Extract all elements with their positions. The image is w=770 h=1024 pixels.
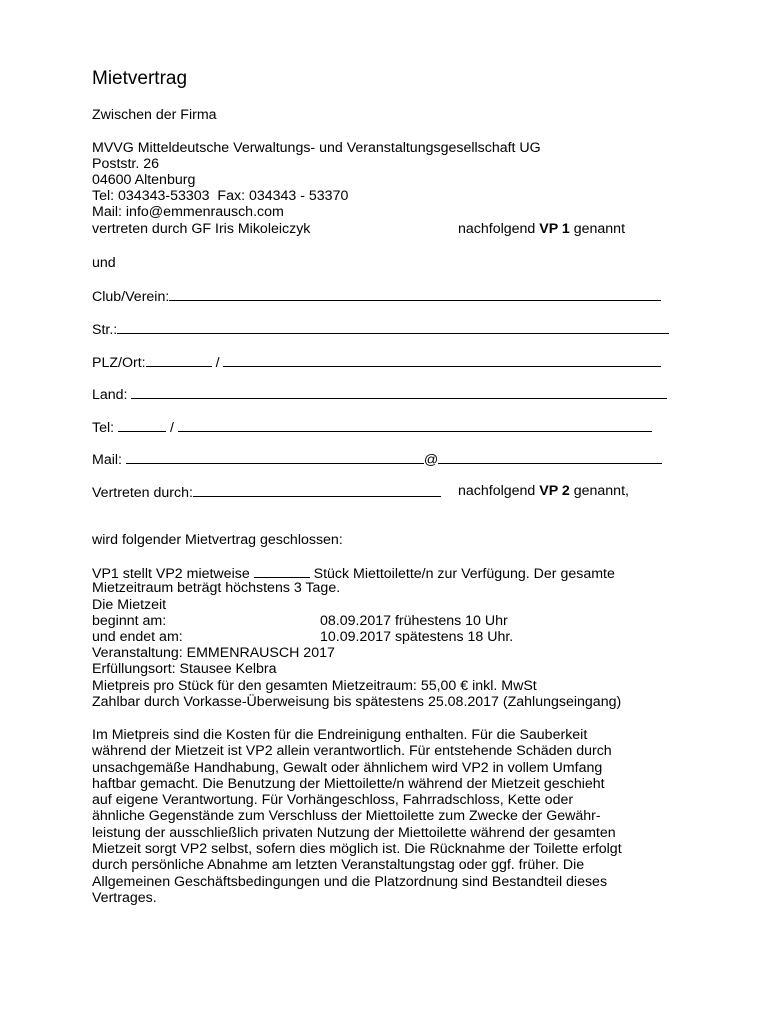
begin-label: beginnt am: [92,613,167,629]
mail-label: Mail: [92,452,122,468]
conditions-line: Im Mietpreis sind die Kosten für die Endreinigung enthalten. Für die Sauberkeit [92,727,588,743]
club-field [92,287,661,305]
vp1-label: VP 1 [539,221,570,237]
company-representative: vertreten durch GF Iris Mikoleiczyk [92,221,311,237]
company-name: MVVG Mitteldeutsche Verwaltungs- und Veranstaltungsgesellschaft UG [92,140,541,156]
vp2-label: VP 2 [539,483,570,499]
company-street: Poststr. 26 [92,156,160,172]
country-input-line[interactable] [131,385,667,399]
representative-input-line[interactable] [193,483,441,497]
street-field [92,320,669,338]
company-phone: Tel: 034343-53303 Fax: 034343 - 53370 [92,188,349,204]
plz-input-line[interactable] [146,353,212,367]
fulfilment-place: Erfüllungsort: Stausee Kelbra [92,661,277,677]
phone-prefix-line[interactable] [118,418,166,432]
vp2-designation: nachfolgend VP 2 genannt, [458,483,629,499]
conditions-line: Allgemeinen Geschäftsbedingungen und die Platzordnung sind Bestandteil dieses [92,873,608,890]
contract-intro: wird folgender Mietvertrag geschlossen: [92,532,343,548]
event-name: Veranstaltung: EMMENRAUSCH 2017 [92,645,335,661]
mail-user-line[interactable] [126,450,424,464]
payment-terms: Zahlbar durch Vorkasse-Überweisung bis spätestens 25.08.2017 (Zahlungseingang) [92,694,622,710]
terms-line-1: VP1 stellt VP2 mietweise Stück Miettoilette/n zur Verfügung. Der gesamte [92,566,615,582]
at-sign: @ [423,452,439,468]
document-title: Mietvertrag [92,68,188,89]
phone-field: Tel: / [92,418,652,436]
mail-field [92,450,662,468]
begin-value: 08.09.2017 frühestens 10 Uhr [320,613,508,629]
plz-city-field: PLZ/Ort: / [92,353,661,371]
and-text: und [92,255,116,271]
terms-line-3: Die Mietzeit [92,597,167,613]
country-field [92,385,667,403]
end-label: und endet am: [92,629,183,645]
conditions-line: durch persönliche Abnahme am letzten Veranstaltungstag oder ggf. früher. Die [92,857,585,874]
conditions-line: Vertrages. [92,889,157,906]
conditions-line: Mietzeit sorgt VP2 selbst, sofern dies möglich ist. Die Rücknahme der Toilette erfolgt [92,841,622,858]
phone-number-line[interactable] [178,418,652,432]
representative-label: Vertreten durch: [92,485,193,501]
vp1-designation: nachfolgend VP 1 genannt [458,221,626,237]
conditions-line: während der Mietzeit ist VP2 allein verantwortlich. Für entstehende Schäden durch [92,743,612,760]
intro-text: Zwischen der Firma [92,107,217,123]
company-city: 04600 Altenburg [92,172,196,188]
end-value: 10.09.2017 spätestens 18 Uhr. [320,629,514,645]
phone-label: Tel: [92,420,115,436]
conditions-paragraph [92,727,692,906]
rental-price: Mietpreis pro Stück für den gesamten Mietzeitraum: 55,00 € inkl. MwSt [92,678,537,694]
club-input-line[interactable] [169,287,661,301]
rental-end [92,629,513,645]
company-mail: Mail: info@emmenrausch.com [92,204,284,220]
street-label: Str.: [92,322,118,338]
conditions-line: unsachgemäße Handhabung, Gewalt oder ähnlichem wird VP2 in vollem Umfang [92,759,603,776]
club-label: Club/Verein: [92,289,170,305]
conditions-line: haftbar gemacht. Die Benutzung der Miettoilette/n während der Mietzeit geschieht [92,775,605,792]
conditions-line: ähnliche Gegenstände zum Verschluss der Miettoilette zum Zwecke der Gewähr- [92,808,601,825]
mail-domain-line[interactable] [438,450,662,464]
terms-line-2: Mietzeitraum beträgt höchstens 3 Tage. [92,580,341,596]
country-label: Land: [92,387,128,403]
quantity-input-line[interactable] [254,564,310,578]
representative-field [92,483,441,501]
conditions-line: leistung der ausschließlich privaten Nutzung der Miettoilette während der gesamten [92,824,616,841]
city-input-line[interactable] [223,353,661,367]
conditions-line: auf eigene Verantwortung. Für Vorhängeschloss, Fahrradschloss, Kette oder [92,792,574,809]
street-input-line[interactable] [117,320,669,334]
plz-label: PLZ/Ort: [92,355,146,371]
rental-begin [92,613,508,629]
